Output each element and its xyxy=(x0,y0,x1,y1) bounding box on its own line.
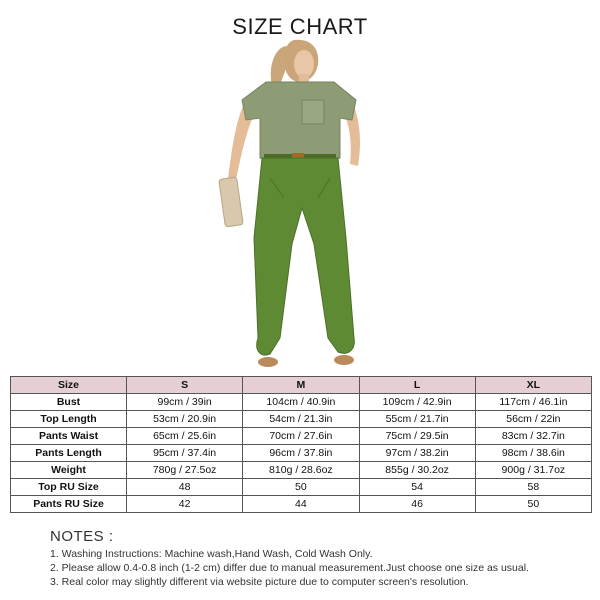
row-label: Bust xyxy=(11,394,127,411)
note-item: 2. Please allow 0.4-0.8 inch (1-2 cm) differ due to manual measurement.Just choose one size as usual. xyxy=(50,562,529,574)
header-size: Size xyxy=(11,377,127,394)
header-l: L xyxy=(359,377,475,394)
note-item: 3. Real color may slightly different via website picture due to computer screen's resolution. xyxy=(50,576,469,588)
table-cell: 53cm / 20.9in xyxy=(127,411,243,428)
table-row xyxy=(11,394,592,411)
table-cell: 117cm / 46.1in xyxy=(475,394,591,411)
table-cell: 65cm / 25.6in xyxy=(127,428,243,445)
table-cell: 855g / 30.2oz xyxy=(359,462,475,479)
table-cell: 42 xyxy=(127,496,243,513)
table-cell: 50 xyxy=(475,496,591,513)
table-cell: 83cm / 32.7in xyxy=(475,428,591,445)
table-cell: 75cm / 29.5in xyxy=(359,428,475,445)
table-cell: 780g / 27.5oz xyxy=(127,462,243,479)
size-chart-table xyxy=(10,376,592,513)
row-label: Pants Waist xyxy=(11,428,127,445)
model-photo xyxy=(210,38,390,376)
table-cell: 109cm / 42.9in xyxy=(359,394,475,411)
table-cell: 54cm / 21.3in xyxy=(243,411,359,428)
table-cell: 810g / 28.6oz xyxy=(243,462,359,479)
table-cell: 55cm / 21.7in xyxy=(359,411,475,428)
table-row xyxy=(11,411,592,428)
table-cell: 96cm / 37.8in xyxy=(243,445,359,462)
table-cell: 97cm / 38.2in xyxy=(359,445,475,462)
table-cell: 54 xyxy=(359,479,475,496)
row-label: Weight xyxy=(11,462,127,479)
row-label: Pants Length xyxy=(11,445,127,462)
note-item: 1. Washing Instructions: Machine wash,Hand Wash, Cold Wash Only. xyxy=(50,548,373,560)
table-row xyxy=(11,462,592,479)
row-label: Top Length xyxy=(11,411,127,428)
table-cell: 46 xyxy=(359,496,475,513)
notes-list xyxy=(50,547,529,589)
header-m: M xyxy=(243,377,359,394)
table-cell: 98cm / 38.6in xyxy=(475,445,591,462)
table-cell: 48 xyxy=(127,479,243,496)
table-cell: 56cm / 22in xyxy=(475,411,591,428)
notes-title: NOTES : xyxy=(50,528,114,545)
table-row xyxy=(11,479,592,496)
table-cell: 900g / 31.7oz xyxy=(475,462,591,479)
table-row xyxy=(11,428,592,445)
row-label: Pants RU Size xyxy=(11,496,127,513)
table-cell: 104cm / 40.9in xyxy=(243,394,359,411)
table-cell: 99cm / 39in xyxy=(127,394,243,411)
table-cell: 44 xyxy=(243,496,359,513)
table-cell: 95cm / 37.4in xyxy=(127,445,243,462)
table-cell: 70cm / 27.6in xyxy=(243,428,359,445)
header-s: S xyxy=(127,377,243,394)
row-label: Top RU Size xyxy=(11,479,127,496)
table-row xyxy=(11,445,592,462)
table-row xyxy=(11,496,592,513)
table-cell: 50 xyxy=(243,479,359,496)
page-title: SIZE CHART xyxy=(232,14,368,39)
header-xl: XL xyxy=(475,377,591,394)
table-cell: 58 xyxy=(475,479,591,496)
table-header-row xyxy=(11,377,592,394)
